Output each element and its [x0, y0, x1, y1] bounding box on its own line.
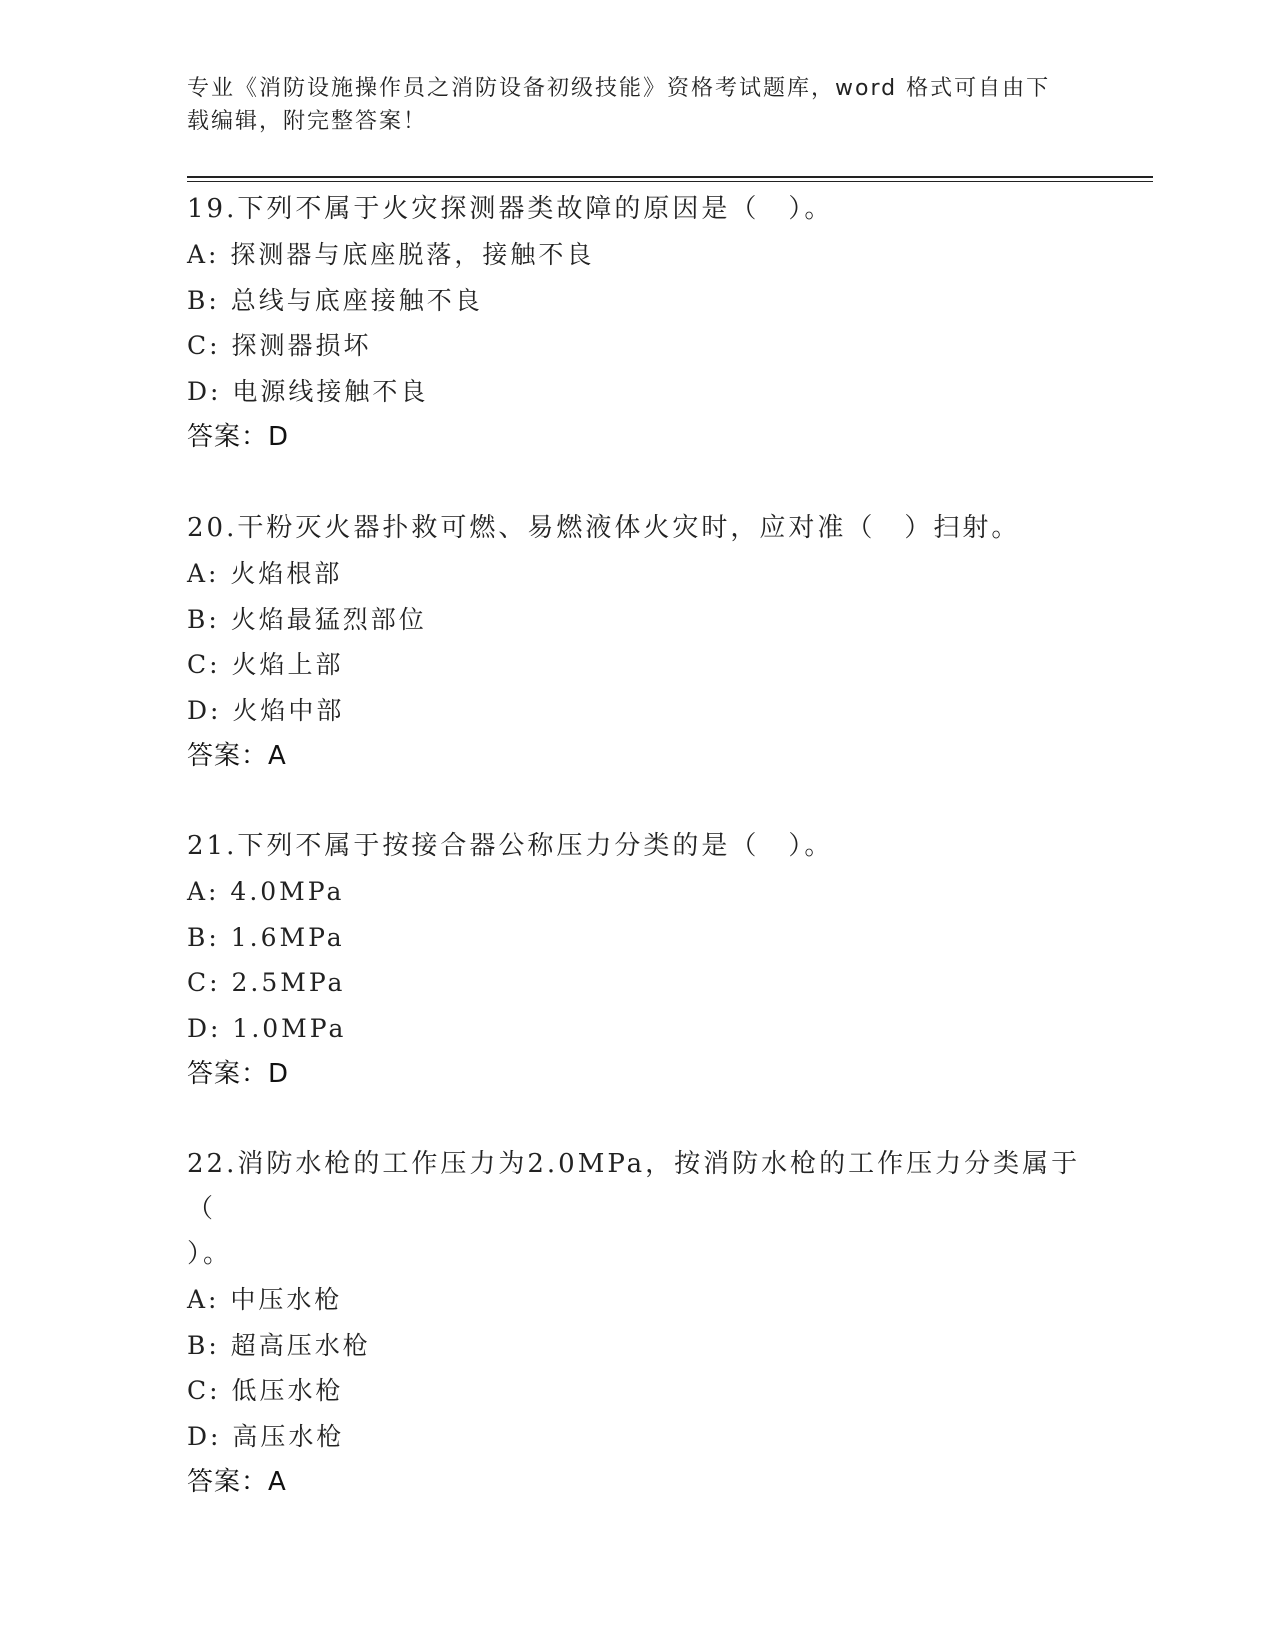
option-c: C: 2.5MPa	[187, 968, 346, 997]
question-text: 20.干粉灭火器扑救可燃、易燃液体火灾时，应对准（ ）扫射。	[187, 513, 1021, 543]
document-header: 专业《消防设施操作员之消防设备初级技能》资格考试题库，word 格式可自由下载编辑，附完整答案！	[187, 76, 1051, 134]
option-b: B: 超高压水枪	[187, 1330, 371, 1360]
option-c: C: 火焰上部	[187, 650, 344, 679]
answer: 答案：D	[187, 1059, 290, 1089]
header-divider-thick	[187, 176, 1153, 178]
option-d: D: 1.0MPa	[187, 1013, 347, 1043]
option-d: D: 火焰中部	[187, 695, 345, 725]
answer: 答案：A	[187, 741, 287, 771]
option-a: A: 4.0MPa	[187, 877, 345, 906]
question-20	[187, 506, 1087, 779]
question-text: 22.消防水枪的工作压力为2.0MPa，按消防水枪的工作压力分类属于（ ）。	[187, 1149, 1081, 1269]
question-text: 19.下列不属于火灾探测器类故障的原因是（ ）。	[187, 194, 834, 224]
question-19	[187, 187, 1087, 460]
answer: 答案：D	[187, 422, 290, 452]
answer: 答案：A	[187, 1467, 287, 1497]
question-22	[187, 1142, 1087, 1505]
option-a: A: 火焰根部	[187, 559, 343, 588]
question-21	[187, 824, 1087, 1097]
option-b: B: 总线与底座接触不良	[187, 285, 483, 315]
option-d: D: 电源线接触不良	[187, 376, 429, 406]
option-d: D: 高压水枪	[187, 1421, 345, 1451]
option-a: A: 探测器与底座脱落，接触不良	[187, 240, 595, 269]
option-c: C: 探测器损坏	[187, 331, 372, 360]
option-c: C: 低压水枪	[187, 1376, 344, 1405]
question-text: 21.下列不属于按接合器公称压力分类的是（ ）。	[187, 831, 834, 861]
option-a: A: 中压水枪	[187, 1285, 343, 1314]
option-b: B: 1.6MPa	[187, 922, 345, 952]
header-divider-thin	[187, 181, 1153, 182]
option-b: B: 火焰最猛烈部位	[187, 604, 427, 634]
